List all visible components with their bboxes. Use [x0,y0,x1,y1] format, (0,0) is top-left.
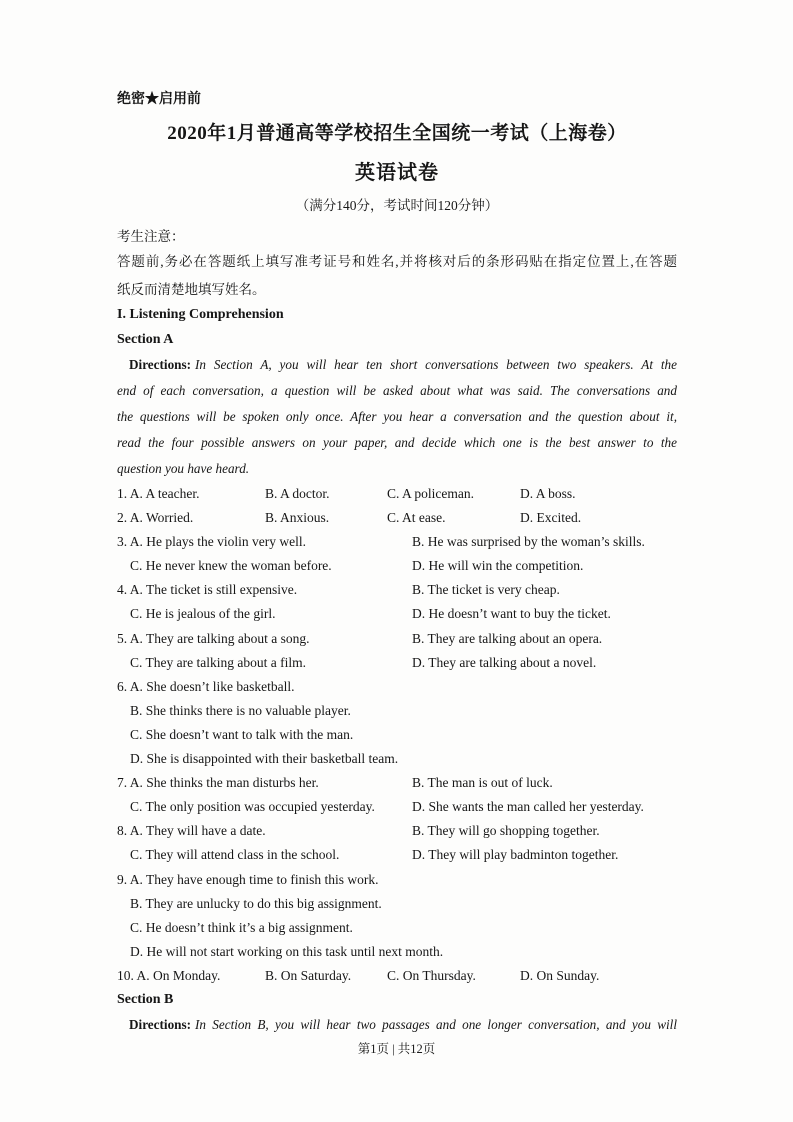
question-option: B. They are talking about an opera. [412,630,603,646]
exam-title: 2020年1月普通高等学校招生全国统一考试（上海卷） [167,123,627,144]
question-option: 7. A. She thinks the man disturbs her. [117,775,319,791]
question-option: B. They are unlucky to do this big assignment. [130,895,382,911]
question-option: C. He doesn’t think it’s a big assignment. [130,919,353,935]
question-row-5b [117,651,677,675]
question-option: B. On Saturday. [265,967,352,983]
question-option: D. A boss. [520,486,576,501]
question-row-9 [117,868,677,892]
question-option: D. She wants the man called her yesterday. [412,799,644,815]
notice-label: 考生注意： [117,229,185,244]
exam-info: （满分140分，考试时间120分钟） [295,198,499,213]
question-option: 8. A. They will have a date. [117,823,266,839]
question-option: C. At ease. [387,510,446,526]
question-row-6b [117,699,677,723]
section-b-directions-line [117,1012,677,1038]
directions-label: Directions: [129,1017,192,1033]
question-row-7b [117,795,677,819]
question-option: 1. A. A teacher. [117,486,200,501]
question-option: B. They will go shopping together. [412,823,600,839]
question-option: 6. A. She doesn’t like basketball. [117,678,295,694]
section-a-questions [117,482,677,988]
question-option: D. Excited. [520,510,582,526]
question-option: C. On Thursday. [387,967,476,983]
question-option: 2. A. Worried. [117,510,194,526]
question-option: B. She thinks there is no valuable player. [130,702,351,718]
question-option: C. He is jealous of the girl. [130,606,276,622]
directions-line: question you have heard. [117,461,250,476]
footer-page-indicator: 第1页 | 共12页 [357,1042,436,1056]
question-row-9c [117,916,677,940]
question-option: 3. A. He plays the violin very well. [117,534,306,550]
question-row-8b [117,843,677,867]
directions-text: In Section A, you will hear ten short conversations between two speakers. At the [195,357,677,372]
question-option: D. He will win the competition. [412,558,584,574]
question-option: C. A policeman. [387,486,474,501]
section-a-directions [117,352,677,482]
question-row-3b [117,554,677,578]
question-option: B. He was surprised by the woman’s skills. [412,534,645,550]
exam-subtitle: 英语试卷 [355,162,439,184]
directions-line [117,352,677,378]
question-option: 5. A. They are talking about a song. [117,630,310,646]
question-option: D. They are talking about a novel. [412,654,597,670]
directions-label: Directions: [129,357,192,372]
question-option: B. Anxious. [265,510,330,526]
question-row-10 [117,964,677,988]
question-option: D. He will not start working on this task until next month. [130,943,444,959]
part1-heading: I. Listening Comprehension [117,307,284,322]
question-row-9d [117,940,677,964]
directions-line: read the four possible answers on your paper, and decide which one is the best answer to the [117,435,677,450]
classification-label: 绝密★启用前 [117,92,201,107]
notice-line-2: 纸反而清楚地填写姓名。 [117,281,266,297]
question-option: B. The man is out of luck. [412,775,553,791]
question-option: C. She doesn’t want to talk with the man. [130,726,354,742]
question-option: D. They will play badminton together. [412,847,619,863]
question-option: D. On Sunday. [520,967,600,983]
section-a-heading: Section A [117,331,174,347]
question-option: 10. A. On Monday. [117,967,221,983]
question-row-1 [117,482,677,506]
question-row-6c [117,723,677,747]
question-row-2 [117,506,677,530]
question-option: D. He doesn’t want to buy the ticket. [412,606,611,622]
question-row-9b [117,892,677,916]
question-row-4b [117,602,677,626]
question-option: D. She is disappointed with their basketball team. [130,751,399,767]
question-row-8 [117,819,677,843]
question-option: C. They will attend class in the school. [130,847,340,863]
question-option: B. The ticket is very cheap. [412,582,560,598]
page-content [117,0,677,1038]
section-b-heading: Section B [117,991,174,1007]
directions-line: the questions will be spoken only once. After you hear a conversation and the question about it, [117,409,677,424]
notice-line-1: 答题前,务必在答题纸上填写准考证号和姓名,并将核对后的条形码贴在指定位置上,在答题 [117,254,677,269]
question-row-5 [117,627,677,651]
question-row-6d [117,747,677,771]
question-row-4 [117,578,677,602]
question-option: B. A doctor. [265,486,330,501]
question-row-6 [117,675,677,699]
question-row-7 [117,771,677,795]
question-option: 9. A. They have enough time to finish this work. [117,871,379,887]
question-option: C. The only position was occupied yesterday. [130,799,375,815]
directions-line: end of each conversation, a question will be asked about what was said. The conversations and [117,383,677,398]
question-option: C. They are talking about a film. [130,654,306,670]
question-option: C. He never knew the woman before. [130,558,332,574]
question-option: 4. A. The ticket is still expensive. [117,582,298,598]
directions-text: In Section B, you will hear two passages and one longer conversation, and you will [195,1017,677,1033]
question-row-3 [117,530,677,554]
